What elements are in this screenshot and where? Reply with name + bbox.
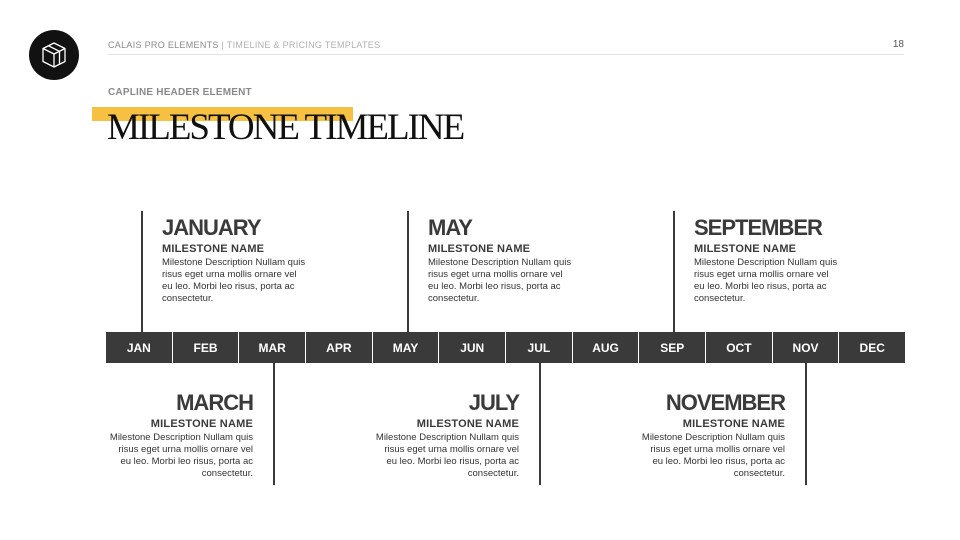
month-cell-jun: JUN (439, 332, 506, 363)
description-line: consectetur. (467, 468, 519, 479)
description-line: consectetur. (201, 468, 253, 479)
milestone-description (694, 257, 854, 305)
description-line: consectetur. (694, 293, 746, 304)
milestone-january (162, 216, 322, 305)
description-line: risus eget urna mollis ornare vel (650, 444, 785, 455)
milestone-description (162, 257, 322, 305)
description-line: eu leo. Morbi leo risus, porta ac (120, 456, 253, 467)
description-line: consectetur. (733, 468, 785, 479)
brand-name: CALAIS PRO ELEMENTS (108, 40, 219, 50)
description-line: Milestone Description Nullam quis (641, 432, 785, 443)
cube-box-icon (39, 40, 69, 70)
description-line: Milestone Description Nullam quis (428, 257, 572, 268)
milestone-description (428, 257, 588, 305)
milestone-description (625, 432, 785, 480)
connector-line-september (673, 211, 675, 332)
month-cell-aug: AUG (573, 332, 640, 363)
month-cell-feb: FEB (173, 332, 240, 363)
month-cell-mar: MAR (239, 332, 306, 363)
description-line: eu leo. Morbi leo risus, porta ac (694, 281, 827, 292)
milestone-month: JANUARY (162, 215, 261, 240)
milestone-name: MILESTONE NAME (694, 243, 797, 255)
milestone-name: MILESTONE NAME (162, 243, 265, 255)
month-cell-oct: OCT (706, 332, 773, 363)
page-title: MILESTONE TIMELINE (107, 107, 464, 148)
description-line: eu leo. Morbi leo risus, porta ac (162, 281, 295, 292)
description-line: consectetur. (428, 293, 480, 304)
description-line: risus eget urna mollis ornare vel (118, 444, 253, 455)
description-line: Milestone Description Nullam quis (109, 432, 253, 443)
capline-header: CAPLINE HEADER ELEMENT (108, 87, 252, 98)
connector-line-july (539, 363, 541, 485)
breadcrumb (108, 40, 380, 50)
milestone-september (694, 216, 854, 305)
month-cell-may: MAY (373, 332, 440, 363)
description-line: Milestone Description Nullam quis (694, 257, 838, 268)
description-line: risus eget urna mollis ornare vel (428, 269, 563, 280)
description-line: risus eget urna mollis ornare vel (162, 269, 297, 280)
description-line: eu leo. Morbi leo risus, porta ac (652, 456, 785, 467)
breadcrumb-separator: | (218, 40, 227, 50)
description-line: Milestone Description Nullam quis (162, 257, 306, 268)
milestone-description (93, 432, 253, 480)
month-cell-apr: APR (306, 332, 373, 363)
description-line: Milestone Description Nullam quis (375, 432, 519, 443)
milestone-description (359, 432, 519, 480)
connector-line-march (273, 363, 275, 485)
milestone-july (359, 391, 519, 480)
month-cell-nov: NOV (773, 332, 840, 363)
milestone-name: MILESTONE NAME (416, 418, 519, 430)
milestone-march (93, 391, 253, 480)
description-line: risus eget urna mollis ornare vel (384, 444, 519, 455)
description-line: consectetur. (162, 293, 214, 304)
section-name: TIMELINE & PRICING TEMPLATES (226, 40, 381, 50)
milestone-name: MILESTONE NAME (682, 418, 785, 430)
month-cell-jul: JUL (506, 332, 573, 363)
milestone-name: MILESTONE NAME (150, 418, 253, 430)
description-line: risus eget urna mollis ornare vel (694, 269, 829, 280)
milestone-month: SEPTEMBER (694, 215, 822, 240)
description-line: eu leo. Morbi leo risus, porta ac (386, 456, 519, 467)
milestone-november (625, 391, 785, 480)
milestone-name: MILESTONE NAME (428, 243, 531, 255)
milestone-month: NOVEMBER (665, 390, 785, 415)
header-divider (108, 54, 904, 55)
milestone-month: MARCH (176, 390, 253, 415)
timeline-bar (106, 332, 905, 363)
month-cell-jan: JAN (106, 332, 173, 363)
month-cell-sep: SEP (639, 332, 706, 363)
milestone-month: MAY (428, 215, 472, 240)
milestone-may (428, 216, 588, 305)
connector-line-january (141, 211, 143, 332)
month-cell-dec: DEC (859, 340, 885, 355)
page-number: 18 (892, 39, 904, 50)
connector-line-may (407, 211, 409, 332)
connector-line-november (805, 363, 807, 485)
milestone-month: JULY (468, 390, 519, 415)
logo (29, 30, 79, 80)
description-line: eu leo. Morbi leo risus, porta ac (428, 281, 561, 292)
